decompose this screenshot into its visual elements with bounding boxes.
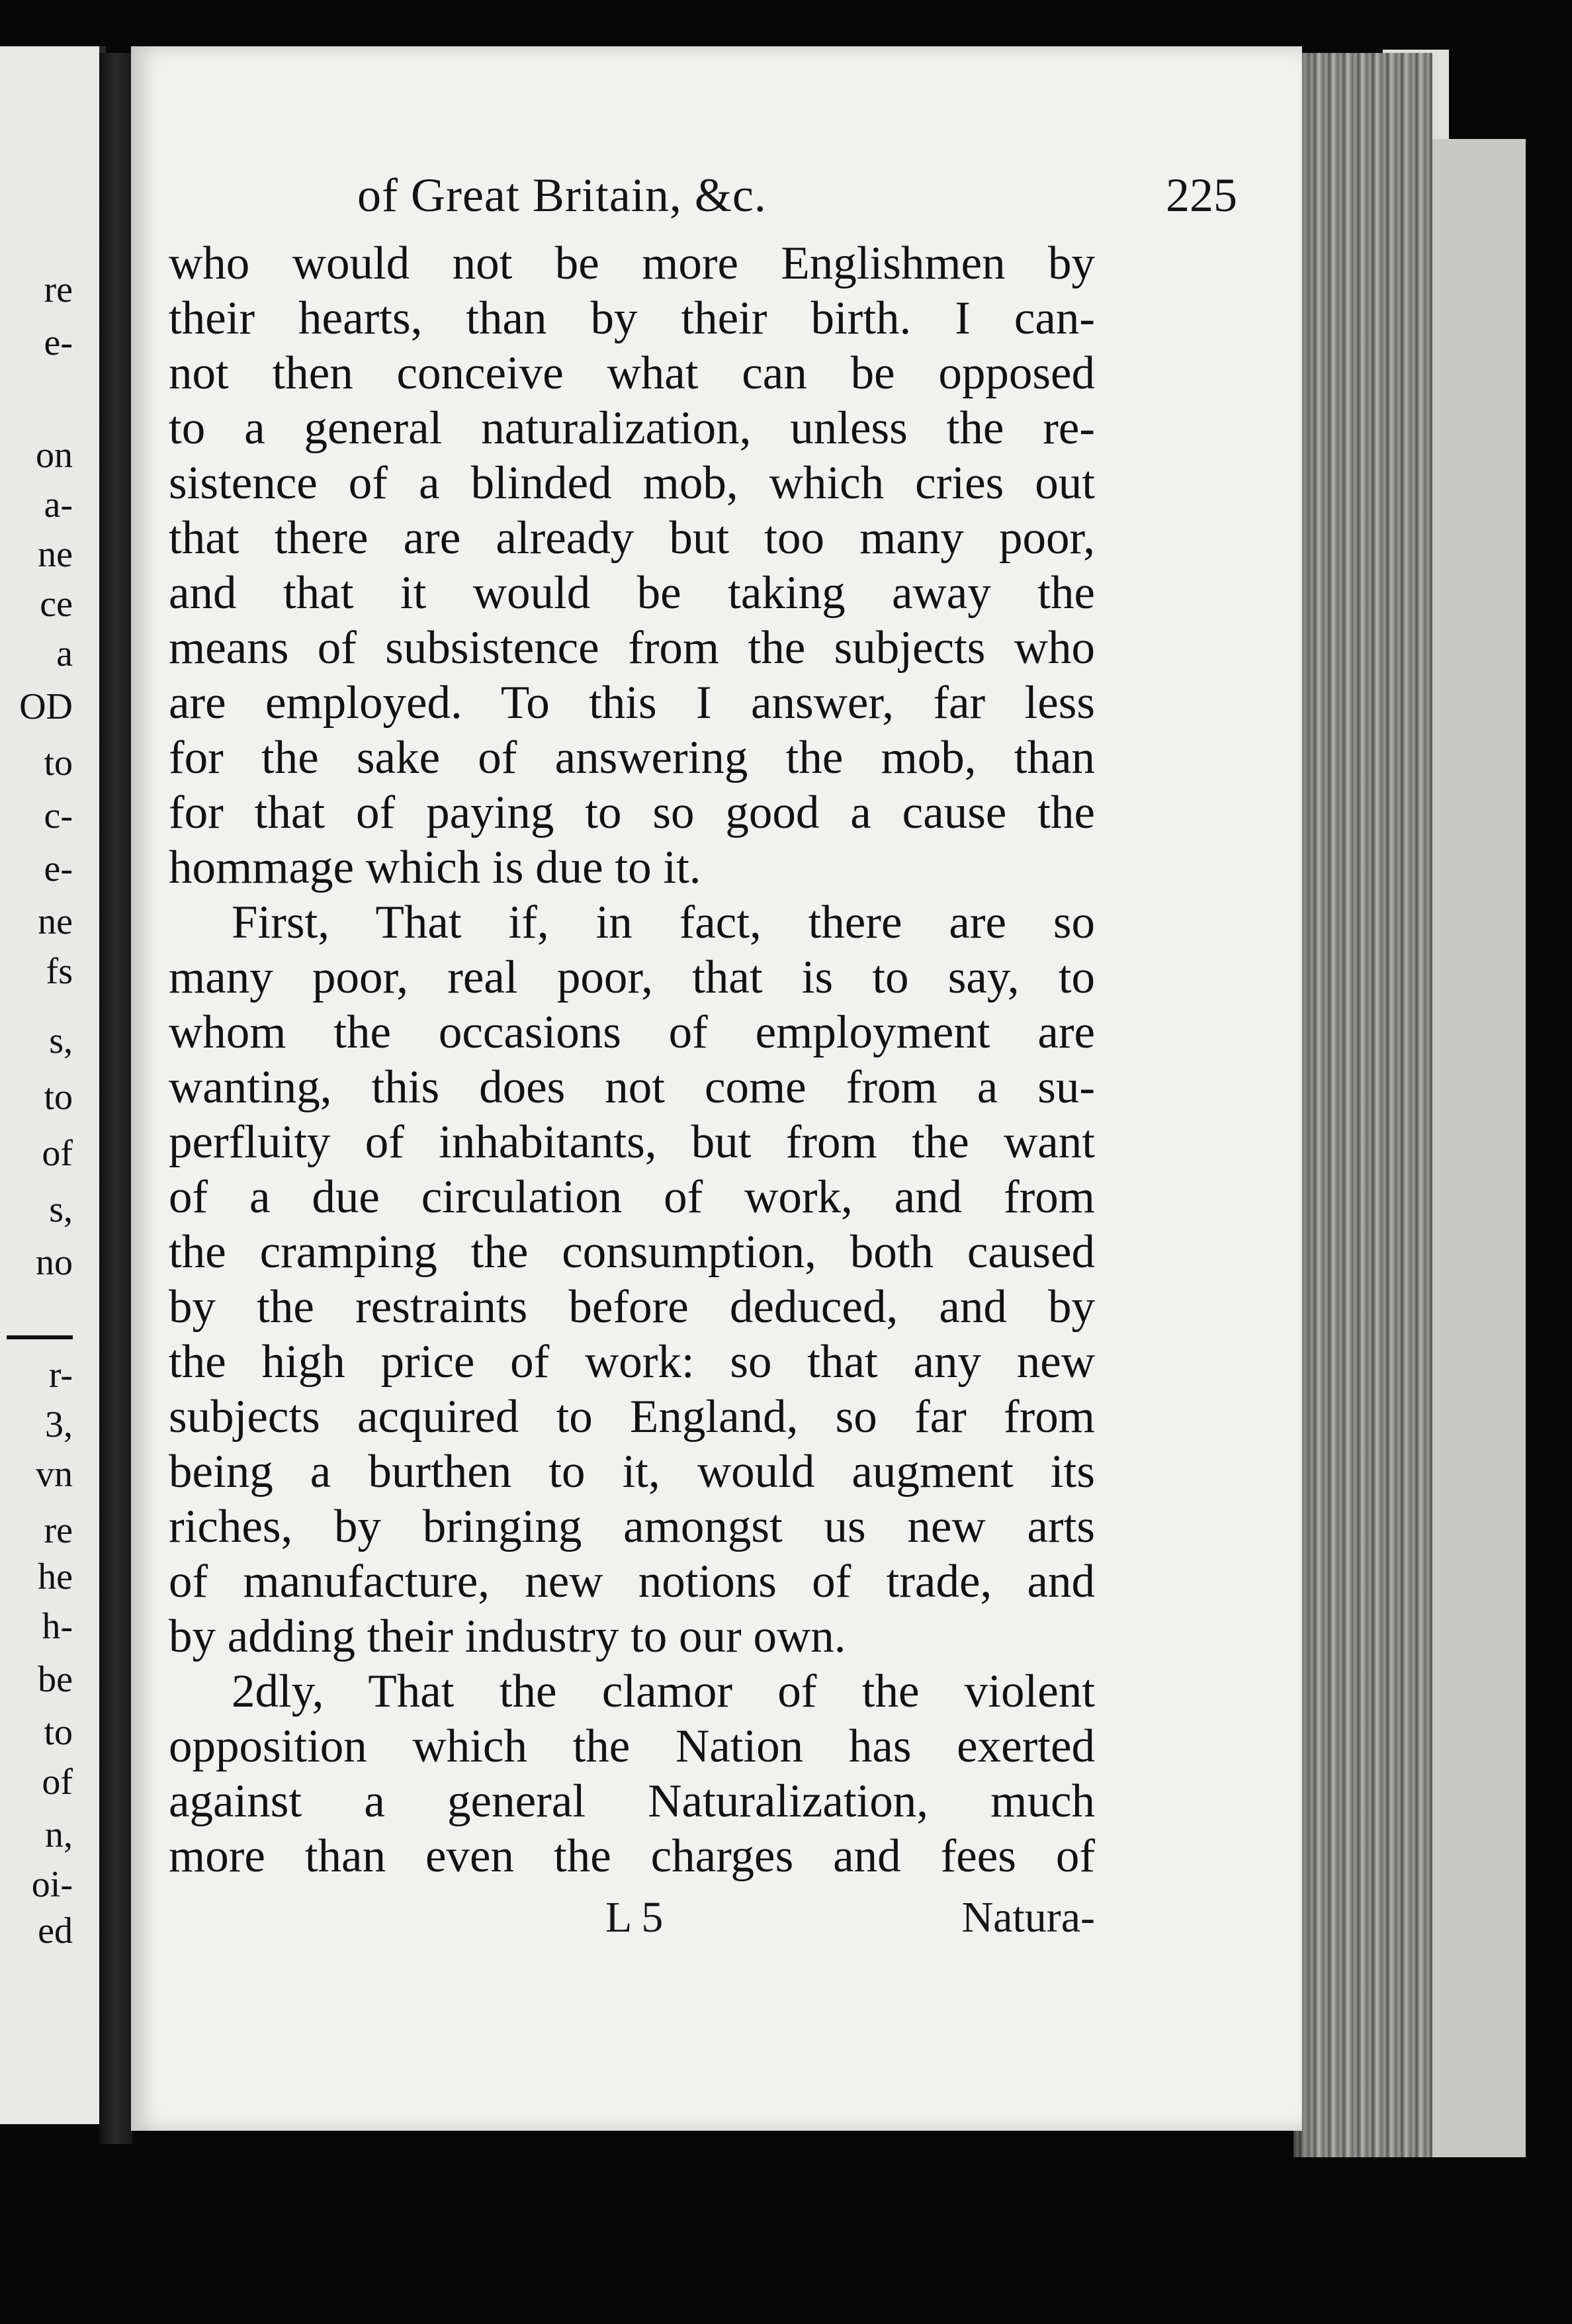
left-page-fragment: of — [42, 1135, 73, 1172]
left-page-fragment: ne — [38, 536, 73, 573]
text-line: to a general naturalization, unless the re- — [169, 402, 1095, 454]
left-page-fragment: ne — [38, 903, 73, 940]
left-page-fragment: h- — [42, 1608, 73, 1645]
left-page-rule — [7, 1335, 73, 1339]
running-head-title: of Great Britain, &c. — [357, 169, 767, 222]
left-page-fragment: e- — [44, 324, 73, 361]
text-line: whom the occasions of employment are — [169, 1006, 1095, 1058]
text-line: and that it would be taking away the — [169, 567, 1095, 619]
text-line: being a burthen to it, would augment its — [169, 1446, 1095, 1497]
left-page-fragment: vn — [36, 1456, 73, 1493]
left-page-fragment: a — [56, 635, 73, 672]
left-page-fragment: OD — [19, 688, 73, 725]
scan-background-bottom — [0, 2157, 1572, 2324]
left-page-fragment: c- — [44, 797, 73, 834]
text-line: for the sake of answering the mob, than — [169, 732, 1095, 783]
left-page-fragment: s, — [49, 1191, 73, 1228]
text-line: many poor, real poor, that is to say, to — [169, 952, 1095, 1003]
text-line: subjects acquired to England, so far from — [169, 1391, 1095, 1443]
text-line: against a general Naturalization, much — [169, 1775, 1095, 1827]
text-line: are employed. To this I answer, far less — [169, 677, 1095, 729]
text-line: wanting, this does not come from a su- — [169, 1061, 1095, 1113]
text-line: 2dly, That the clamor of the violent — [232, 1666, 1095, 1717]
left-page-fragment: e- — [44, 850, 73, 887]
text-line: hommage which is due to it. — [169, 842, 701, 893]
text-line: that there are already but too many poor, — [169, 512, 1095, 564]
page-footer — [169, 1893, 1095, 1952]
left-page-fragment: to — [44, 1079, 73, 1116]
text-line: not then conceive what can be opposed — [169, 347, 1095, 399]
text-line: riches, by bringing amongst us new arts — [169, 1501, 1095, 1552]
left-page-fragment: n, — [45, 1816, 73, 1854]
signature-mark: L 5 — [605, 1893, 664, 1942]
text-line: by the restraints before deduced, and by — [169, 1281, 1095, 1333]
left-page-fragment: 3, — [45, 1406, 73, 1443]
left-page-fragment: oi- — [31, 1866, 73, 1903]
text-line: of a due circulation of work, and from — [169, 1171, 1095, 1223]
left-page-fragment: fs — [46, 953, 73, 990]
left-page-fragment: no — [36, 1244, 73, 1281]
text-line: the cramping the consumption, both caused — [169, 1226, 1095, 1278]
catchword: Natura- — [961, 1893, 1095, 1942]
book-gutter — [99, 53, 132, 2144]
left-page-fragment: be — [38, 1661, 73, 1698]
body-text — [169, 236, 1095, 1884]
running-head — [357, 165, 1237, 225]
left-page-fragment: on — [36, 437, 73, 474]
text-line: the high price of work: so that any new — [169, 1336, 1095, 1388]
text-line: their hearts, than by their birth. I can- — [169, 292, 1095, 344]
left-page-fragment: he — [38, 1558, 73, 1595]
left-page-fragment: a- — [44, 486, 73, 523]
text-line: by adding their industry to our own. — [169, 1611, 846, 1662]
text-line: who would not be more Englishmen by — [169, 238, 1095, 289]
left-page-fragment: r- — [48, 1357, 73, 1394]
text-line: for that of paying to so good a cause the — [169, 787, 1095, 838]
page-edges — [1293, 53, 1432, 2197]
left-page-fragment: ed — [38, 1912, 73, 1949]
text-line: of manufacture, new notions of trade, and — [169, 1556, 1095, 1607]
left-page-fragment: s, — [49, 1022, 73, 1059]
page-number: 225 — [1166, 169, 1237, 222]
left-page-fragment: re — [44, 1512, 73, 1549]
left-facing-page — [0, 46, 106, 2124]
text-line: perfluity of inhabitants, but from the want — [169, 1116, 1095, 1168]
left-page-fragment: re — [44, 271, 73, 308]
left-page-fragment: to — [44, 1714, 73, 1751]
text-line: sistence of a blinded mob, which cries out — [169, 457, 1095, 509]
text-line: opposition which the Nation has exerted — [169, 1721, 1095, 1772]
text-line: means of subsistence from the subjects who — [169, 622, 1095, 674]
left-page-fragment: to — [44, 744, 73, 782]
text-line: more than even the charges and fees of — [169, 1830, 1095, 1882]
text-line: First, That if, in fact, there are so — [232, 897, 1095, 948]
left-page-fragment: of — [42, 1764, 73, 1801]
left-page-fragment: ce — [40, 586, 73, 623]
